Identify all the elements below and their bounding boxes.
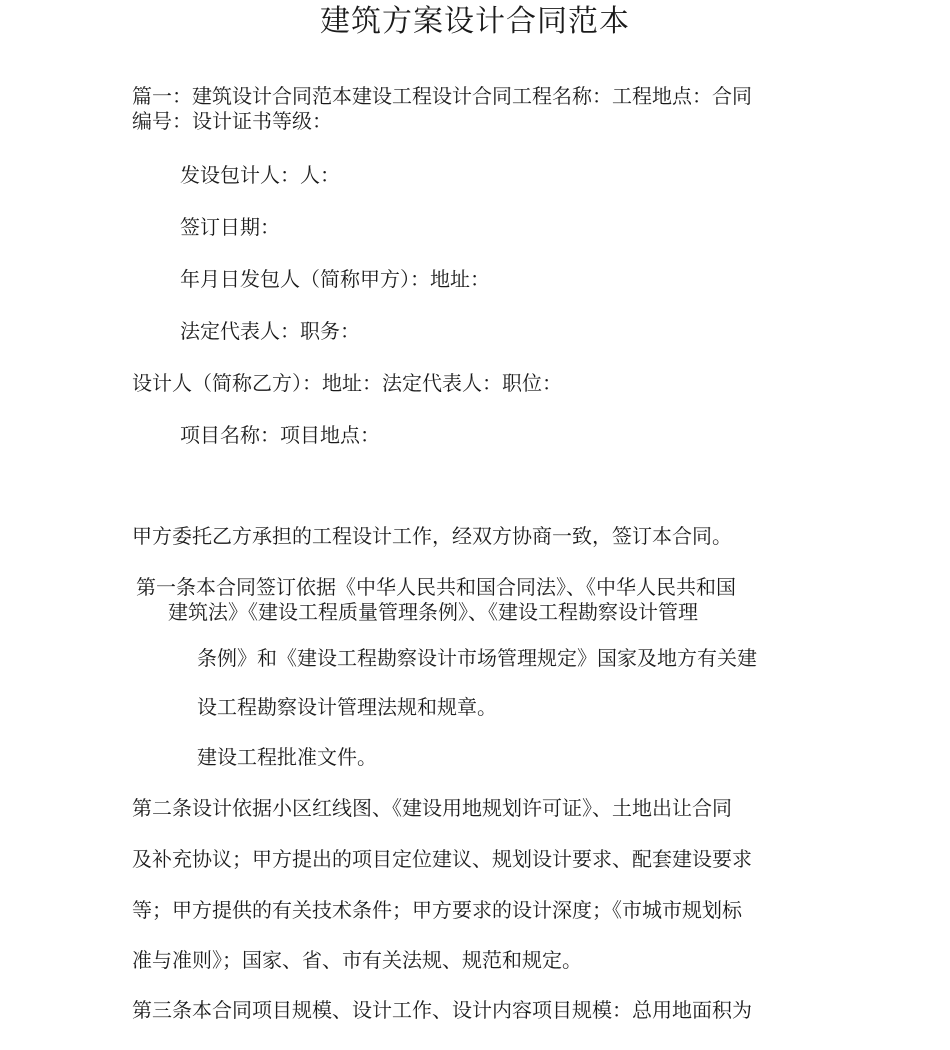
article-1-line-4: 设工程勘察设计管理法规和规章。 (197, 695, 497, 719)
article-3-line-1: 第三条本合同项目规模、设计工作、设计内容项目规模：总用地面积为 (132, 998, 752, 1022)
paragraph-intro-line-2: 编号：设计证书等级： (132, 109, 332, 133)
article-2-line-1: 第二条设计依据小区红线图、《建设用地规划许可证》、土地出让合同 (132, 796, 732, 820)
article-1-line-1: 第一条本合同签订依据《中华人民共和国合同法》、《中华人民共和国 (136, 575, 736, 599)
article-2-line-3: 等；甲方提供的有关技术条件；甲方要求的设计深度；《市城市规划标 (132, 898, 742, 922)
article-1-line-3: 条例》和《建设工程勘察设计市场管理规定》国家及地方有关建 (197, 646, 757, 670)
paragraph-signing-date: 签订日期： (180, 215, 280, 239)
article-1-line-5: 建设工程批准文件。 (197, 745, 377, 769)
document-title: 建筑方案设计合同范本 (320, 4, 630, 39)
article-1-line-2: 建筑法》《建设工程质量管理条例》、《建设工程勘察设计管理 (168, 600, 698, 624)
paragraph-party-a: 年月日发包人（简称甲方）：地址： (180, 267, 490, 291)
paragraph-contractor: 发设包计人：人： (180, 163, 340, 187)
paragraph-intro-line-1: 篇一：建筑设计合同范本建设工程设计合同工程名称：工程地点：合同 (132, 84, 752, 108)
paragraph-party-b: 设计人（简称乙方）：地址：法定代表人：职位： (132, 371, 562, 395)
paragraph-agreement: 甲方委托乙方承担的工程设计工作，经双方协商一致，签订本合同。 (132, 524, 732, 548)
paragraph-project: 项目名称：项目地点： (180, 423, 380, 447)
article-2-line-2: 及补充协议；甲方提出的项目定位建议、规划设计要求、配套建设要求 (132, 847, 752, 871)
article-2-line-4: 准与准则》；国家、省、市有关法规、规范和规定。 (132, 948, 582, 972)
paragraph-legal-rep: 法定代表人：职务： (180, 319, 360, 343)
